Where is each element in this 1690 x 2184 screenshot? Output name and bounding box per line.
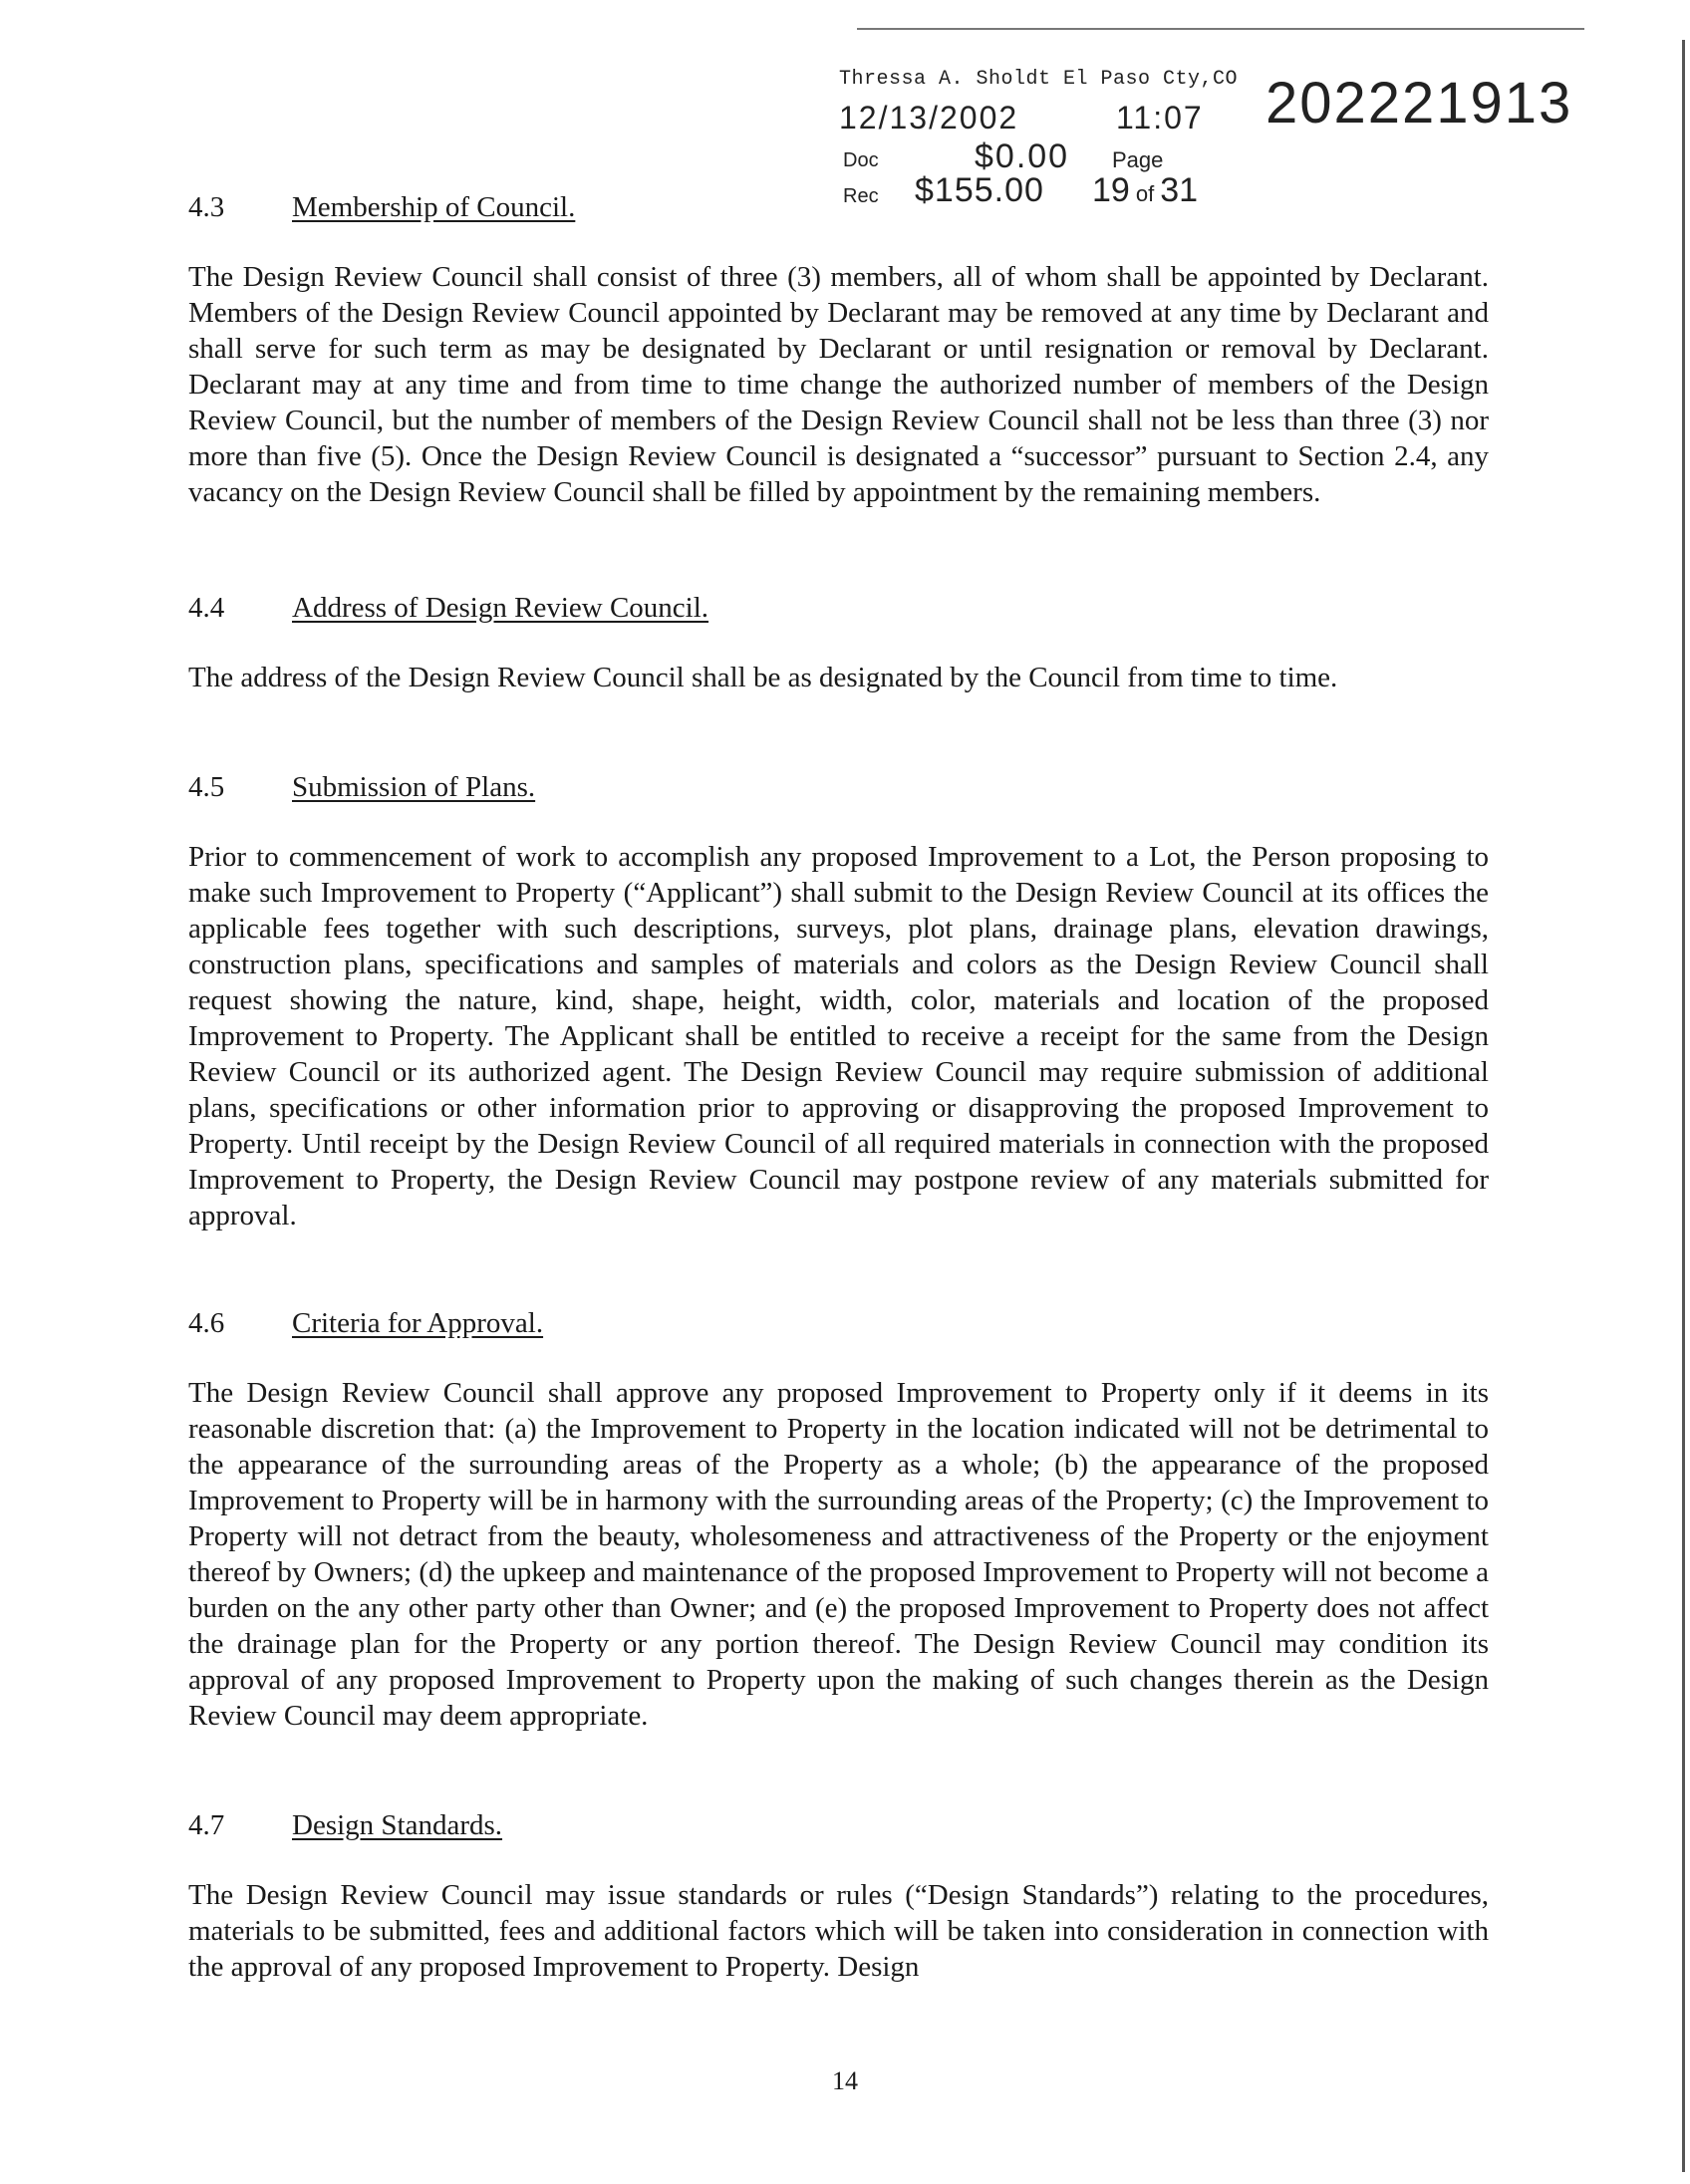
section-heading-4-3	[188, 189, 575, 225]
scan-artifact-top-line	[857, 28, 1584, 30]
stamp-page-current: 19	[1092, 171, 1130, 209]
stamp-reception-number: 202221913	[1266, 71, 1573, 136]
stamp-recorder: Thressa A. Sholdt El Paso Cty,CO	[839, 68, 1239, 91]
section-number: 4.5	[188, 771, 225, 803]
stamp-doc-label: Doc	[843, 149, 879, 171]
stamp-rec-label: Rec	[843, 185, 879, 207]
section-paragraph-4-3: The Design Review Council shall consist of three (3) members, all of whom shall be appointed by Declarant. Members of the Design Review Council appointed by Declarant may be removed at any time by Declarant and shall serve for such term as may be designated by Declarant or until resignation or removal by Declarant. Declarant may at any time and from time to time change the authorized number of members of the Design Review Council, but the number of members of the Design Review Council shall not be less than three (3) nor more than five (5). Once the Design Review Council is designated a “successor” pursuant to Section 2.4, any vacancy on the Design Review Council shall be filled by appointment by the remaining members.	[188, 261, 1489, 508]
section-title: Criteria for Approval.	[292, 1307, 544, 1339]
scan-artifact-right-edge	[1682, 40, 1685, 2172]
stamp-time: 11:07	[1116, 100, 1204, 136]
stamp-page-total: 31	[1160, 171, 1199, 209]
stamp-page-label: Page	[1112, 147, 1164, 172]
section-title: Address of Design Review Council.	[292, 592, 709, 624]
section-paragraph-4-6: The Design Review Council shall approve any proposed Improvement to Property only if it deems in its reasonable discretion that: (a) the Improvement to Property in the location indicated will not be detrimental to the appearance of the surrounding areas of the Property as a whole; (b) the appearance of the proposed Improvement to Property will be in harmony with the surrounding areas of the Property; (c) the Improvement to Property will not detract from the beauty, wholesomeness and attractiveness of the Property or the enjoyment thereof by Owners; (d) the upkeep and maintenance of the proposed Improvement to Property will not become a burden on the any other party other than Owner; and (e) the proposed Improvement to Property does not affect the drainage plan for the Property or any portion thereof. The Design Review Council may condition its approval of any proposed Improvement to Property upon the making of such changes therein as the Design Review Council may deem appropriate.	[188, 1377, 1489, 1732]
section-number: 4.6	[188, 1307, 225, 1339]
section-heading-4-6	[188, 1305, 543, 1341]
section-paragraph-4-4: The address of the Design Review Council shall be as designated by the Council from time to time.	[188, 662, 1338, 693]
section-heading-4-5	[188, 769, 535, 805]
stamp-page-of	[1092, 171, 1198, 210]
stamp-rec-fee: $155.00	[915, 171, 1044, 209]
section-paragraph-4-7: The Design Review Council may issue standards or rules (“Design Standards”) relating to the procedures, materials to be submitted, fees and additional factors which will be taken into consideration in connection with the approval of any proposed Improvement to Property. Design	[188, 1879, 1489, 1983]
section-heading-4-4	[188, 590, 708, 626]
section-number: 4.3	[188, 191, 225, 223]
section-paragraph-4-5: Prior to commencement of work to accomplish any proposed Improvement to a Lot, the Person proposing to make such Improvement to Property (“Applicant”) shall submit to the Design Review Council at its offices the applicable fees together with such descriptions, surveys, plot plans, drainage plans, elevation drawings, construction plans, specifications and samples of materials and colors as the Design Review Council shall request showing the nature, kind, shape, height, width, color, materials and location of the proposed Improvement to Property. The Applicant shall be entitled to receive a receipt for the same from the Design Review Council or its authorized agent. The Design Review Council may require submission of additional plans, specifications or other information prior to approving or disapproving the proposed Improvement to Property. Until receipt by the Design Review Council of all required materials in connection with the proposed Improvement to Property, the Design Review Council may postpone review of any materials submitted for approval.	[188, 841, 1489, 1231]
section-number: 4.7	[188, 1809, 225, 1841]
recording-stamp	[839, 62, 1573, 221]
section-title: Submission of Plans.	[292, 771, 536, 803]
page-number: 14	[832, 2066, 858, 2095]
stamp-of-label: of	[1135, 181, 1155, 206]
section-title: Design Standards.	[292, 1809, 503, 1841]
section-title: Membership of Council.	[292, 191, 576, 223]
section-heading-4-7	[188, 1807, 502, 1843]
stamp-doc-fee: $0.00	[975, 137, 1070, 175]
section-number: 4.4	[188, 592, 225, 624]
stamp-date: 12/13/2002	[839, 100, 1019, 136]
